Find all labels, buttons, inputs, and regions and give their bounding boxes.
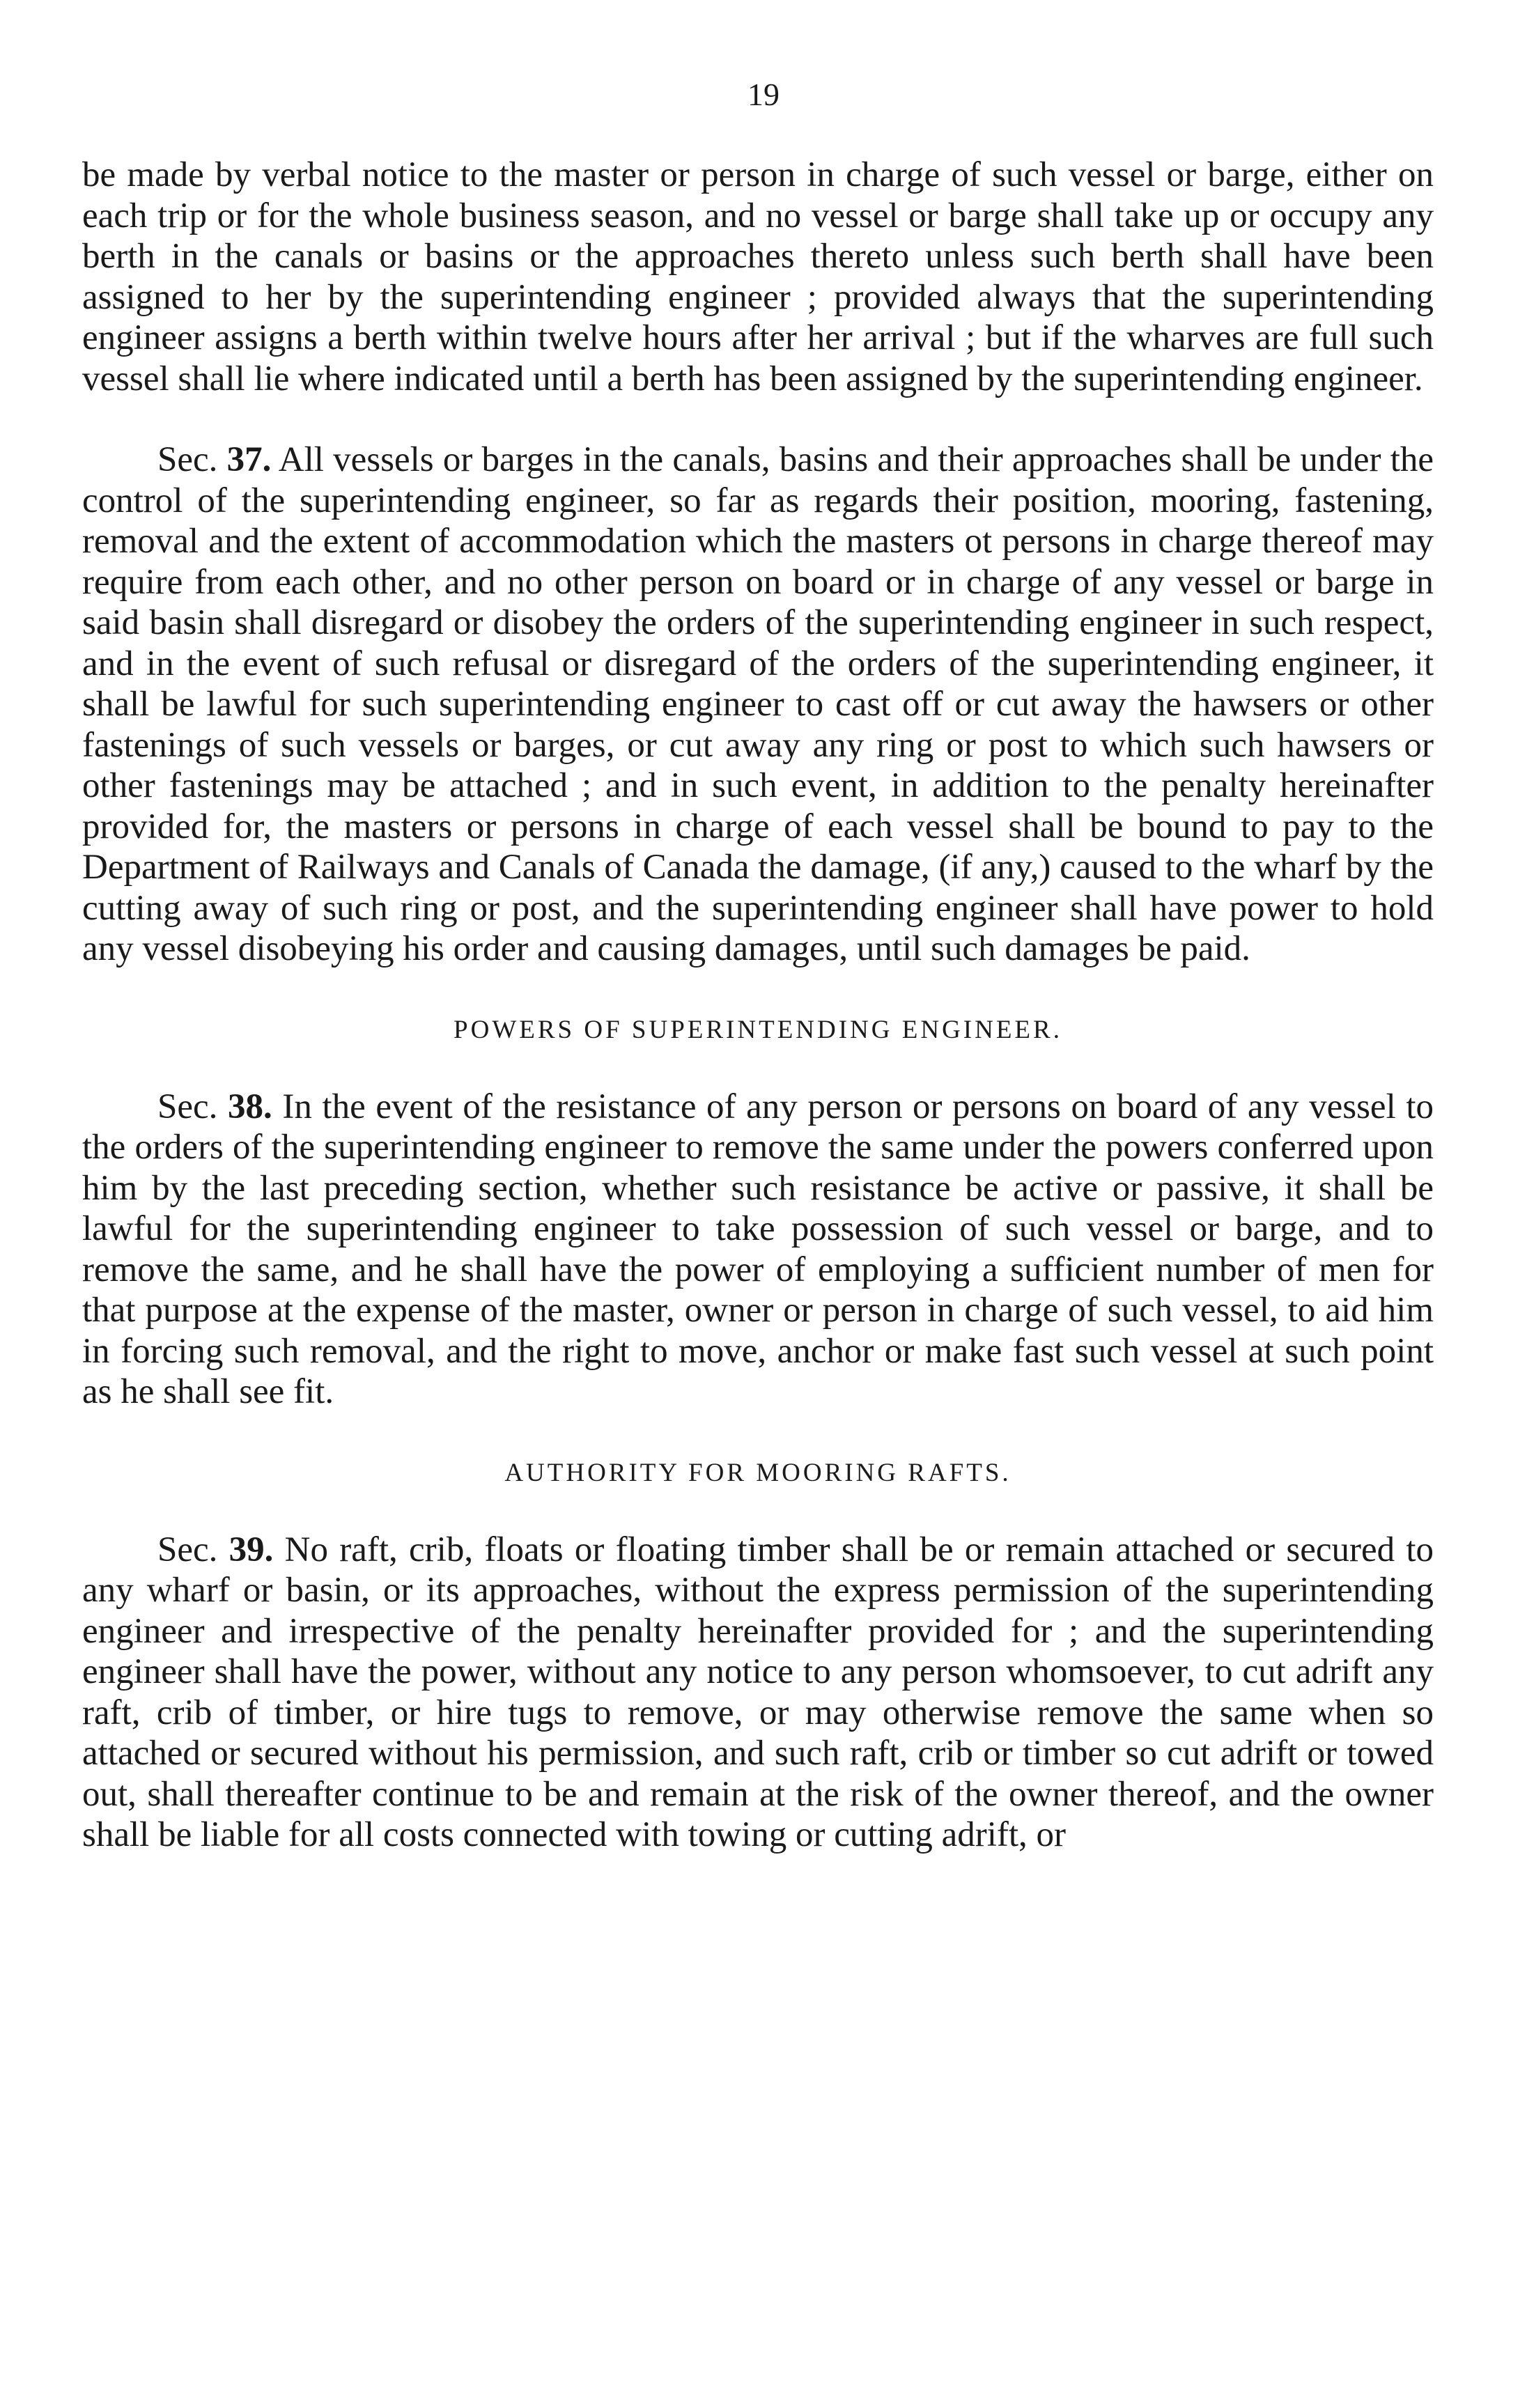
section-number: 38.: [228, 1087, 272, 1126]
section-37: [82, 440, 1434, 970]
section-paragraph: [82, 1530, 1434, 1856]
section-text: All vessels or barges in the canals, basins and their approaches shall be under the control of the superintending engineer, so far as regards their position, mooring, fastening, removal and the extent of accommodation which the masters ot persons in charge thereof may require from each other, and no other person on board or in charge of any vessel or barge in said basin shall disregard or disobey the orders of the superintending engineer in such respect, and in the event of such refusal or disregard of the orders of the superintending engineer, it shall be lawful for such superintending engineer to cast off or cut away the hawsers or other fastenings of such vessels or barges, or cut away any ring or post to which such hawsers or other fastenings may be attached ; and in such event, in addition to the penalty hereinafter provided for, the masters or persons in charge of each vessel shall be bound to pay to the Department of Railways and Canals of Canada the damage, (if any,) caused to the wharf by the cutting away of such ring or post, and the superintending engineer shall have power to hold any vessel disobeying his order and causing damages, until such damages be paid.: [82, 440, 1434, 968]
section-number: 39.: [228, 1530, 274, 1569]
section-text: No raft, crib, floats or floating timber shall be or remain attached or secured to any wharf or basin, or its approaches, without the express permission of the superintending engineer and irrespective of the penalty hereinafter provided for ; and the superintending engineer shall have the power, without any notice to any person whomsoever, to cut adrift any raft, crib of timber, or hire tugs to remove, or may otherwise remove the same when so attached or secured without his permission, and such raft, crib or timber so cut adrift or towed out, shall thereafter continue to be and remain at the risk of the owner thereof, and the owner shall be liable for all costs connected with towing or cutting adrift, or: [82, 1530, 1434, 1854]
section-heading: AUTHORITY FOR MOORING RAFTS.: [504, 1458, 1011, 1487]
section-39: [82, 1453, 1434, 1856]
section-number: 37.: [226, 440, 272, 479]
page-body: [82, 155, 1434, 1856]
continuation-paragraph: be made by verbal notice to the master or person in charge of such vessel or barge, either on each trip or for the whole business season, and no vessel or barge shall take up or occupy any berth in the canals or basins or the approaches thereto unless such berth shall have been assigned to her by the superintending engineer ; provided always that the superintending engineer assigns a berth within twelve hours after her arrival ; but if the wharves are full such vessel shall lie where indicated until a berth has been assigned by the superintending engineer.: [82, 155, 1434, 398]
section-paragraph: [82, 440, 1434, 970]
section-paragraph: [82, 1087, 1434, 1413]
page-number: 19: [747, 77, 780, 112]
section-text: In the event of the resistance of any person or persons on board of any vessel to the orders of the superintending engineer to remove the same under the powers conferred upon him by the last preceding section, whether such resistance be active or passive, it shall be lawful for the superintending engineer to take possession of such vessel or barge, and to remove the same, and he shall have the power of employing a sufficient number of men for that purpose at the expense of the master, owner or person in charge of such vessel, to aid him in forcing such removal, and the right to move, anchor or make fast such vessel at such point as he shall see fit.: [82, 1087, 1434, 1411]
section-heading: POWERS OF SUPERINTENDING ENGINEER.: [454, 1015, 1062, 1044]
section-38: [82, 1010, 1434, 1413]
section-label: Sec.: [157, 1087, 218, 1126]
section-label: Sec.: [157, 440, 218, 479]
section-label: Sec.: [157, 1530, 218, 1569]
